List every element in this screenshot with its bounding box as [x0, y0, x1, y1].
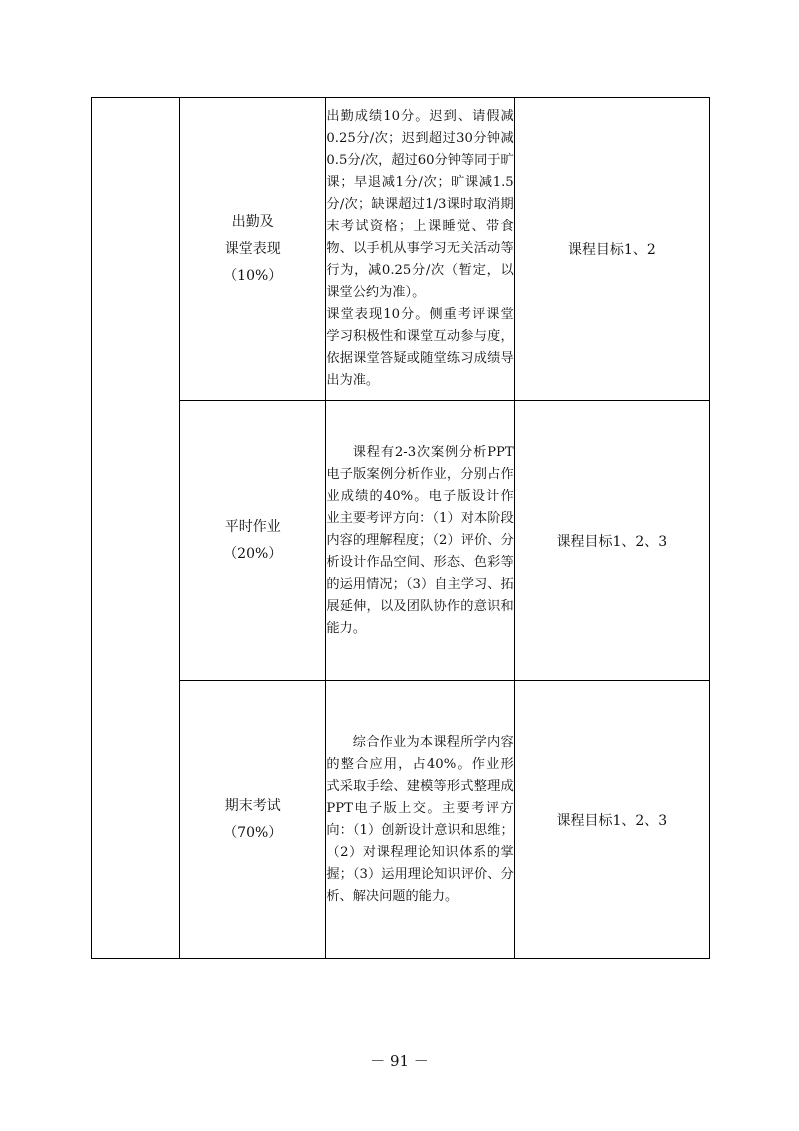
category-cell [92, 98, 180, 959]
assessment-item-cell [180, 681, 326, 959]
table-row [92, 401, 710, 681]
description-paragraph: 课程有2-3次案例分析PPT电子版案例分析作业，分别占作业成绩的40%。电子版设计作业主要考评方向：（1）对本阶段内容的理解程度；（2）评价、分析设计作品空间、形态、色彩等的运用情况；（3）自主学习、拓展延伸，以及团队协作的意识和能力。 [326, 444, 514, 636]
item-weight: （20%） [223, 545, 283, 562]
assessment-table [91, 97, 710, 959]
table-row [92, 681, 710, 959]
item-name-line: 出勤及 [231, 213, 274, 230]
assessment-description-cell [326, 681, 514, 959]
assessment-item-cell [180, 401, 326, 681]
description-paragraph: 出勤成绩10分。迟到、请假减0.25分/次；迟到超过30分钟减0.5分/次，超过60分钟等同于旷课；早退减1分/次；旷课减1.5分/次；缺课超过1/3课时取消期末考试资格；上课睡觉、带食物、以手机从事学习无关活动等行为，减0.25分/次（暂定，以课堂公约为准）。 [326, 109, 514, 300]
page-number: － 91 － [370, 1052, 429, 1070]
course-goal-cell: 课程目标1、2 [514, 98, 709, 401]
assessment-item-cell [180, 98, 326, 401]
item-weight: （10%） [223, 267, 283, 284]
description-paragraph: 课堂表现10分。侧重考评课堂学习积极性和课堂互动参与度，依据课堂答疑或随堂练习成绩导出为准。 [326, 307, 514, 388]
course-goal-cell: 课程目标1、2、3 [514, 681, 709, 959]
item-name-line: 期末考试 [224, 797, 281, 814]
item-name-line: 平时作业 [224, 518, 281, 535]
course-goal-cell: 课程目标1、2、3 [514, 401, 709, 681]
item-weight: （70%） [223, 824, 283, 841]
assessment-description-cell [326, 401, 514, 681]
table-row [92, 98, 710, 401]
item-name-line: 课堂表现 [224, 240, 281, 257]
description-paragraph: 综合作业为本课程所学内容的整合应用，占40%。作业形式采取手绘、建模等形式整理成PPT电子版上交。主要考评方向：（1）创新设计意识和思维；（2）对课程理论知识体系的掌握；（3）运用理论知识评价、分析、解决问题的能力。 [326, 734, 514, 904]
assessment-description-cell [326, 98, 514, 401]
